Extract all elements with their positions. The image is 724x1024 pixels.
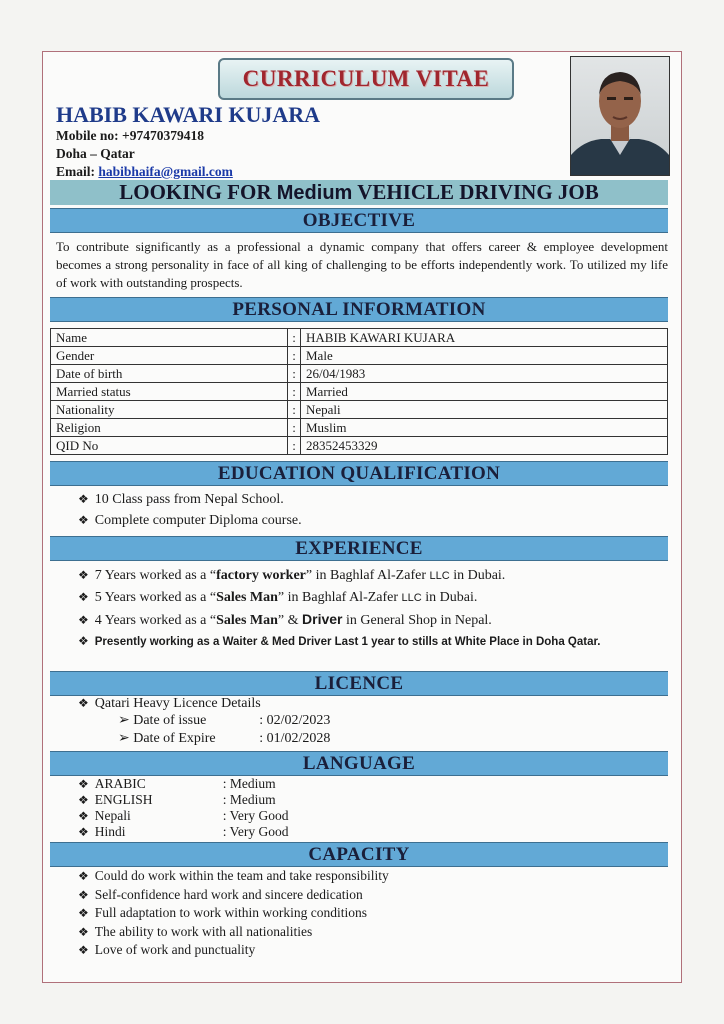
list-item: ❖ 10 Class pass from Nepal School. — [78, 492, 284, 507]
personal-sep: : — [288, 383, 301, 401]
personal-label: QID No — [51, 437, 288, 455]
personal-sep: : — [288, 329, 301, 347]
education-heading: EDUCATION QUALIFICATION — [50, 461, 668, 486]
diamond-bullet-icon: ❖ — [78, 825, 89, 839]
list-item: ❖ 4 Years worked as a “Sales Man” & Driver in General Shop in Nepal. — [78, 611, 492, 628]
personal-value: 26/04/1983 — [301, 365, 668, 383]
table-row — [51, 419, 668, 437]
list-item: ❖ Hindi : Very Good — [78, 824, 289, 839]
diamond-bullet-icon: ❖ — [78, 513, 89, 527]
list-item: ❖ Complete computer Diploma course. — [78, 513, 302, 528]
looking-suffix: VEHICLE DRIVING JOB — [357, 180, 599, 204]
list-item: ❖ 5 Years worked as a “Sales Man” in Baghlaf Al-Zafer LLC in Dubai. — [78, 590, 478, 605]
profile-photo — [570, 56, 670, 176]
personal-sep: : — [288, 437, 301, 455]
list-item: ❖ Full adaptation to work within working conditions — [78, 905, 367, 920]
diamond-bullet-icon: ❖ — [78, 613, 89, 627]
email-label: Email: — [56, 164, 95, 179]
arrow-bullet-icon: ➢ — [118, 731, 134, 746]
cv-title-box — [218, 58, 514, 100]
diamond-bullet-icon: ❖ — [78, 793, 89, 807]
personal-value: Nepali — [301, 401, 668, 419]
applicant-name: HABIB KAWARI KUJARA — [56, 102, 321, 127]
objective-text: To contribute significantly as a professional a dynamic company that offers career & employee development becomes a strong personality in face of all king of challenging to be efforts independently work. To utilized my life of work with outstanding prospects. — [56, 239, 668, 290]
looking-for-banner — [50, 180, 668, 205]
experience-heading: EXPERIENCE — [50, 536, 668, 561]
list-item: ❖ Presently working as a Waiter & Med Driver Last 1 year to stills at White Place in Doha Qatar. — [78, 634, 601, 648]
personal-value: 28352453329 — [301, 437, 668, 455]
email-line — [56, 164, 233, 180]
table-row — [51, 365, 668, 383]
language-list — [78, 776, 289, 840]
list-item: ❖ ENGLISH : Medium — [78, 792, 276, 807]
diamond-bullet-icon: ❖ — [78, 906, 89, 920]
table-row — [51, 437, 668, 455]
personal-label: Date of birth — [51, 365, 288, 383]
looking-highlight: Medium — [276, 182, 353, 204]
personal-value: Married — [301, 383, 668, 401]
personal-info-table — [50, 328, 668, 455]
diamond-bullet-icon: ❖ — [78, 590, 89, 604]
diamond-bullet-icon: ❖ — [78, 887, 89, 902]
table-row — [51, 401, 668, 419]
mobile-number: Mobile no: +97470379418 — [56, 128, 204, 143]
licence-list — [78, 693, 261, 714]
licence-expire-row: ➢ Date of Expire : 01/02/2028 — [118, 731, 331, 746]
list-item: ❖ Self-confidence hard work and sincere dedication — [78, 886, 363, 902]
list-item: ❖ Qatari Heavy Licence Details — [78, 696, 261, 711]
diamond-bullet-icon: ❖ — [78, 943, 89, 957]
diamond-bullet-icon: ❖ — [78, 568, 89, 582]
arrow-bullet-icon: ➢ — [118, 713, 134, 728]
table-row — [51, 329, 668, 347]
diamond-bullet-icon: ❖ — [78, 809, 89, 823]
personal-sep: : — [288, 419, 301, 437]
personal-label: Nationality — [51, 401, 288, 419]
diamond-bullet-icon: ❖ — [78, 924, 89, 939]
list-item: ❖ Could do work within the team and take responsibility — [78, 868, 389, 883]
diamond-bullet-icon: ❖ — [78, 634, 89, 648]
cv-title: CURRICULUM VITAE — [242, 66, 490, 91]
diamond-bullet-icon: ❖ — [78, 777, 89, 791]
personal-sep: : — [288, 347, 301, 365]
licence-issue-row: ➢ Date of issue : 02/02/2023 — [118, 713, 331, 728]
diamond-bullet-icon: ❖ — [78, 696, 89, 710]
looking-prefix: LOOKING FOR — [119, 180, 272, 204]
personal-value: HABIB KAWARI KUJARA — [301, 329, 668, 347]
personal-value: Muslim — [301, 419, 668, 437]
language-heading: LANGUAGE — [50, 751, 668, 776]
personal-label: Gender — [51, 347, 288, 365]
personal-label: Married status — [51, 383, 288, 401]
diamond-bullet-icon: ❖ — [78, 869, 89, 883]
personal-sep: : — [288, 401, 301, 419]
personal-label: Name — [51, 329, 288, 347]
diamond-bullet-icon: ❖ — [78, 492, 89, 506]
experience-list — [78, 565, 601, 653]
education-list — [78, 489, 302, 531]
table-row — [51, 347, 668, 365]
list-item: ❖ Love of work and punctuality — [78, 942, 256, 957]
licence-heading: LICENCE — [50, 671, 668, 696]
email-link[interactable]: habibhaifa@gmail.com — [98, 164, 233, 179]
objective-heading: OBJECTIVE — [50, 208, 668, 233]
personal-info-heading: PERSONAL INFORMATION — [50, 297, 668, 322]
location: Doha – Qatar — [56, 146, 135, 161]
list-item: ❖ The ability to work with all nationalities — [78, 923, 313, 939]
personal-sep: : — [288, 365, 301, 383]
table-row — [51, 383, 668, 401]
list-item: ❖ ARABIC : Medium — [78, 776, 276, 791]
capacity-list — [78, 867, 389, 960]
list-item: ❖ Nepali : Very Good — [78, 808, 289, 823]
personal-value: Male — [301, 347, 668, 365]
personal-label: Religion — [51, 419, 288, 437]
list-item: ❖ 7 Years worked as a “factory worker” in Baghlaf Al-Zafer LLC in Dubai. — [78, 568, 506, 583]
capacity-heading: CAPACITY — [50, 842, 668, 867]
